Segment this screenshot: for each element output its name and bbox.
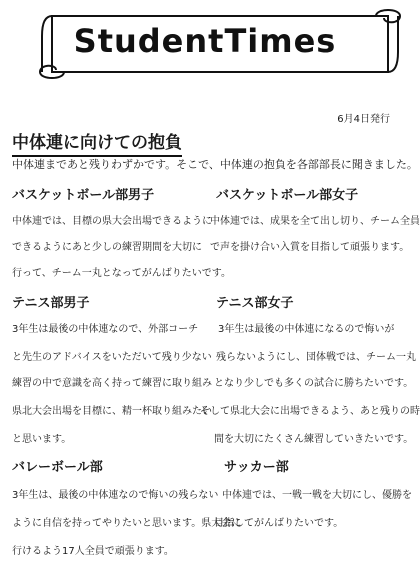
section-line: 3年生は、最後の中体連なので悔いの残らない (12, 490, 219, 501)
section-line: できるようにあと少しの練習期間を大切に (12, 242, 202, 253)
section-line: と思います。 (12, 434, 72, 445)
issue-date: 6月4日発行 (337, 114, 390, 125)
section-line: 練習の中で意識を高く持って練習に取り組み (12, 378, 212, 389)
section-line: 県北大会出場を目標に、精一杯取り組みたい (12, 406, 212, 417)
section-title: テニス部女子 (216, 296, 294, 311)
section-line: 間を大切にたくさん練習していきたいです。 (214, 434, 414, 445)
section-title: サッカー部 (224, 460, 289, 475)
intro-text: 中体連まであと残りわずかです。そこで、中体連の抱負を各部部長に聞きました。 (12, 158, 418, 171)
section-line: 3年生は最後の中体連なので、外部コーチ (12, 324, 199, 335)
section-line: 中体連では、目標の県大会出場できるように (12, 216, 212, 227)
section-line: で声を掛け合い入賞を目指して頑張ります。 (210, 242, 410, 253)
section-line: 残らないようにし、団体戦では、チーム一丸 (216, 352, 416, 363)
section-title: テニス部男子 (12, 296, 90, 311)
page-headline: 中体連に向けての抱負 (12, 128, 182, 157)
section-line: 行けるよう17人全員で頑張ります。 (12, 546, 174, 557)
section-title: バレーボール部 (12, 460, 103, 475)
section-line: 中体連では、一戦一戦を大切にし、優勝を (222, 490, 412, 501)
section-title: バスケットボール部女子 (216, 188, 359, 203)
section-line: と先生のアドバイスをいただいて残り少ない (12, 352, 212, 363)
section-line: 目指してがんばりたいです。 (214, 518, 344, 529)
section-title: バスケットボール部男子 (12, 188, 155, 203)
masthead-title: StudentTimes (73, 22, 337, 60)
section-line: 3年生は最後の中体連になるので悔いが (218, 324, 395, 335)
section-line: そして県北大会に出場できるよう、あと残りの時 (200, 406, 420, 417)
section-line: ように自信を持ってやりたいと思います。県大会に (12, 518, 242, 529)
section-line: となり少しでも多くの試合に勝ちたいです。 (214, 378, 414, 389)
section-line: 行って、チーム一丸となってがんばりたいです。 (12, 268, 231, 279)
section-line: 中体連では、成果を全て出し切り、チーム全員 (210, 216, 420, 227)
